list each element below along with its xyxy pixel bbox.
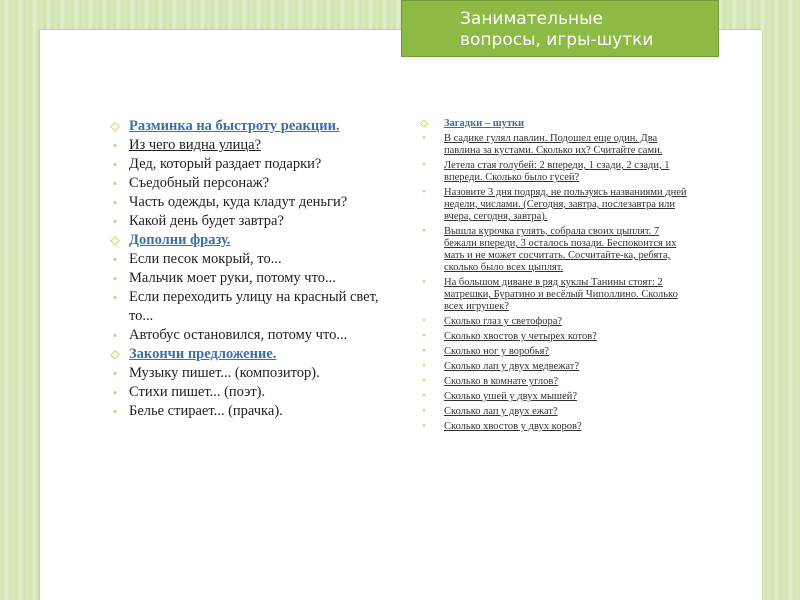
right-item-text: Сколько хвостов у четырех котов? (444, 331, 597, 342)
left-list-item[interactable] (108, 231, 388, 250)
right-list-item[interactable] (418, 118, 694, 130)
right-list-item (418, 421, 694, 433)
right-item-text: Сколько ушей у двух мышей? (444, 391, 578, 402)
left-list-item (108, 288, 388, 326)
left-item-text: Какой день будет завтра? (129, 213, 284, 229)
bullet-dot-icon: • (422, 133, 426, 144)
right-item-text: В садике гулял павлин. Подошел еще один. Два павлина за кустами. Сколько их? Считайте сами. (444, 133, 663, 156)
bullet-dot-icon: • (422, 187, 426, 198)
right-item-text: Вышла курочка гулять, собрала своих цыплят. 7 бежали впереди, 3 осталось позади. Беспокоится их мать и не может сосчитать. Сосчитайте-ка, ребята, сколько было всех цыплят. (444, 226, 677, 273)
bullet-dot-icon: • (422, 391, 426, 402)
left-item-text: Мальчик моет руки, потому что... (129, 270, 336, 286)
left-item-text: Из чего видна улица? (129, 137, 262, 153)
right-list-item (418, 187, 694, 223)
right-list-item (418, 226, 694, 274)
bullet-dot-icon: • (422, 226, 426, 237)
right-item-text: Сколько хвостов у двух коров? (444, 421, 582, 432)
bullet-dot-icon: • (112, 138, 118, 153)
left-list-item (108, 250, 388, 269)
right-list-item (418, 133, 694, 157)
left-column (108, 117, 388, 421)
right-item-text: Загадки – шутки (444, 118, 525, 129)
bullet-dot-icon: • (422, 361, 426, 372)
left-list-item[interactable] (108, 345, 388, 364)
right-item-text: На большом диване в ряд куклы Танины стоят: 2 матрешки, Буратино и весёлый Чиполлино. Сколько всех игрушек? (444, 277, 678, 312)
bullet-dot-icon: • (422, 346, 426, 357)
left-item-text: Съедобный персонаж? (129, 175, 270, 191)
left-item-text: Если песок мокрый, то... (129, 251, 282, 267)
bullet-dot-icon: • (112, 271, 118, 286)
right-item-text: Сколько в комнате углов? (444, 376, 559, 387)
title-line-1: Занимательные (460, 9, 603, 29)
right-list-item (418, 376, 694, 388)
bullet-dot-icon: • (112, 328, 118, 343)
left-list-item (108, 155, 388, 174)
right-list-item (418, 331, 694, 343)
left-item-text: Белье стирает... (прачка). (129, 403, 283, 419)
right-item-text: Назовите 3 дня подряд, не пользуясь названиями дней недели, числами. (Сегодня, завтра, послезавтра или вчера, сегодня, завтра). (444, 187, 687, 222)
right-column (418, 118, 694, 436)
diamond-bullet-icon: ◇ (420, 118, 428, 129)
right-item-text: Сколько лап у двух медвежат? (444, 361, 580, 372)
bullet-dot-icon: • (112, 157, 118, 172)
diamond-bullet-icon: ◇ (110, 119, 120, 133)
left-list-item (108, 212, 388, 231)
left-item-text: Автобус остановился, потому что... (129, 327, 348, 343)
right-list-item (418, 361, 694, 373)
diamond-bullet-icon: ◇ (110, 347, 120, 361)
bullet-dot-icon: • (422, 331, 426, 342)
right-list-item (418, 316, 694, 328)
right-list-item (418, 406, 694, 418)
right-list-item (418, 160, 694, 184)
bullet-dot-icon: • (422, 406, 426, 417)
left-list-item (108, 193, 388, 212)
left-list-item (108, 402, 388, 421)
right-item-text: Сколько лап у двух ежат? (444, 406, 558, 417)
left-item-text: Стихи пишет... (поэт). (129, 384, 266, 400)
bullet-dot-icon: • (422, 316, 426, 327)
left-list-item (108, 383, 388, 402)
bullet-dot-icon: • (112, 385, 118, 400)
right-list-item (418, 277, 694, 313)
bullet-dot-icon: • (112, 176, 118, 191)
left-item-text: Дед, который раздает подарки? (129, 156, 322, 172)
left-item-text: Если переходить улицу на красный свет, то... (129, 289, 379, 324)
left-list-item (108, 269, 388, 288)
right-list-item (418, 391, 694, 403)
left-item-text: Часть одежды, куда кладут деньги? (129, 194, 348, 210)
bullet-dot-icon: • (112, 252, 118, 267)
left-item-text: Разминка на быстроту реакции. (129, 118, 340, 134)
left-item-text: Закончи предложение. (129, 346, 277, 362)
bullet-dot-icon: • (422, 421, 426, 432)
left-list-item (108, 136, 388, 155)
title-box (401, 0, 719, 57)
bullet-dot-icon: • (112, 404, 118, 419)
title-line-2: вопросы, игры-шутки (460, 30, 654, 50)
right-item-text: Сколько ног у воробья? (444, 346, 550, 357)
left-list-item (108, 326, 388, 345)
right-item-text: Летела стая голубей: 2 впереди, 1 сзади, 2 сзади, 1 впереди. Сколько было гусей? (444, 160, 670, 183)
left-list-item (108, 364, 388, 383)
left-item-text: Дополни фразу. (129, 232, 231, 248)
diamond-bullet-icon: ◇ (110, 233, 120, 247)
bullet-dot-icon: • (112, 290, 118, 305)
right-list-item (418, 346, 694, 358)
left-list-item (108, 174, 388, 193)
left-list-item[interactable] (108, 117, 388, 136)
left-item-text: Музыку пишет... (композитор). (129, 365, 320, 381)
right-item-text: Сколько глаз у светофора? (444, 316, 563, 327)
bullet-dot-icon: • (422, 160, 426, 171)
bullet-dot-icon: • (422, 376, 426, 387)
bullet-dot-icon: • (112, 366, 118, 381)
bullet-dot-icon: • (112, 214, 118, 229)
bullet-dot-icon: • (112, 195, 118, 210)
bullet-dot-icon: • (422, 277, 426, 288)
